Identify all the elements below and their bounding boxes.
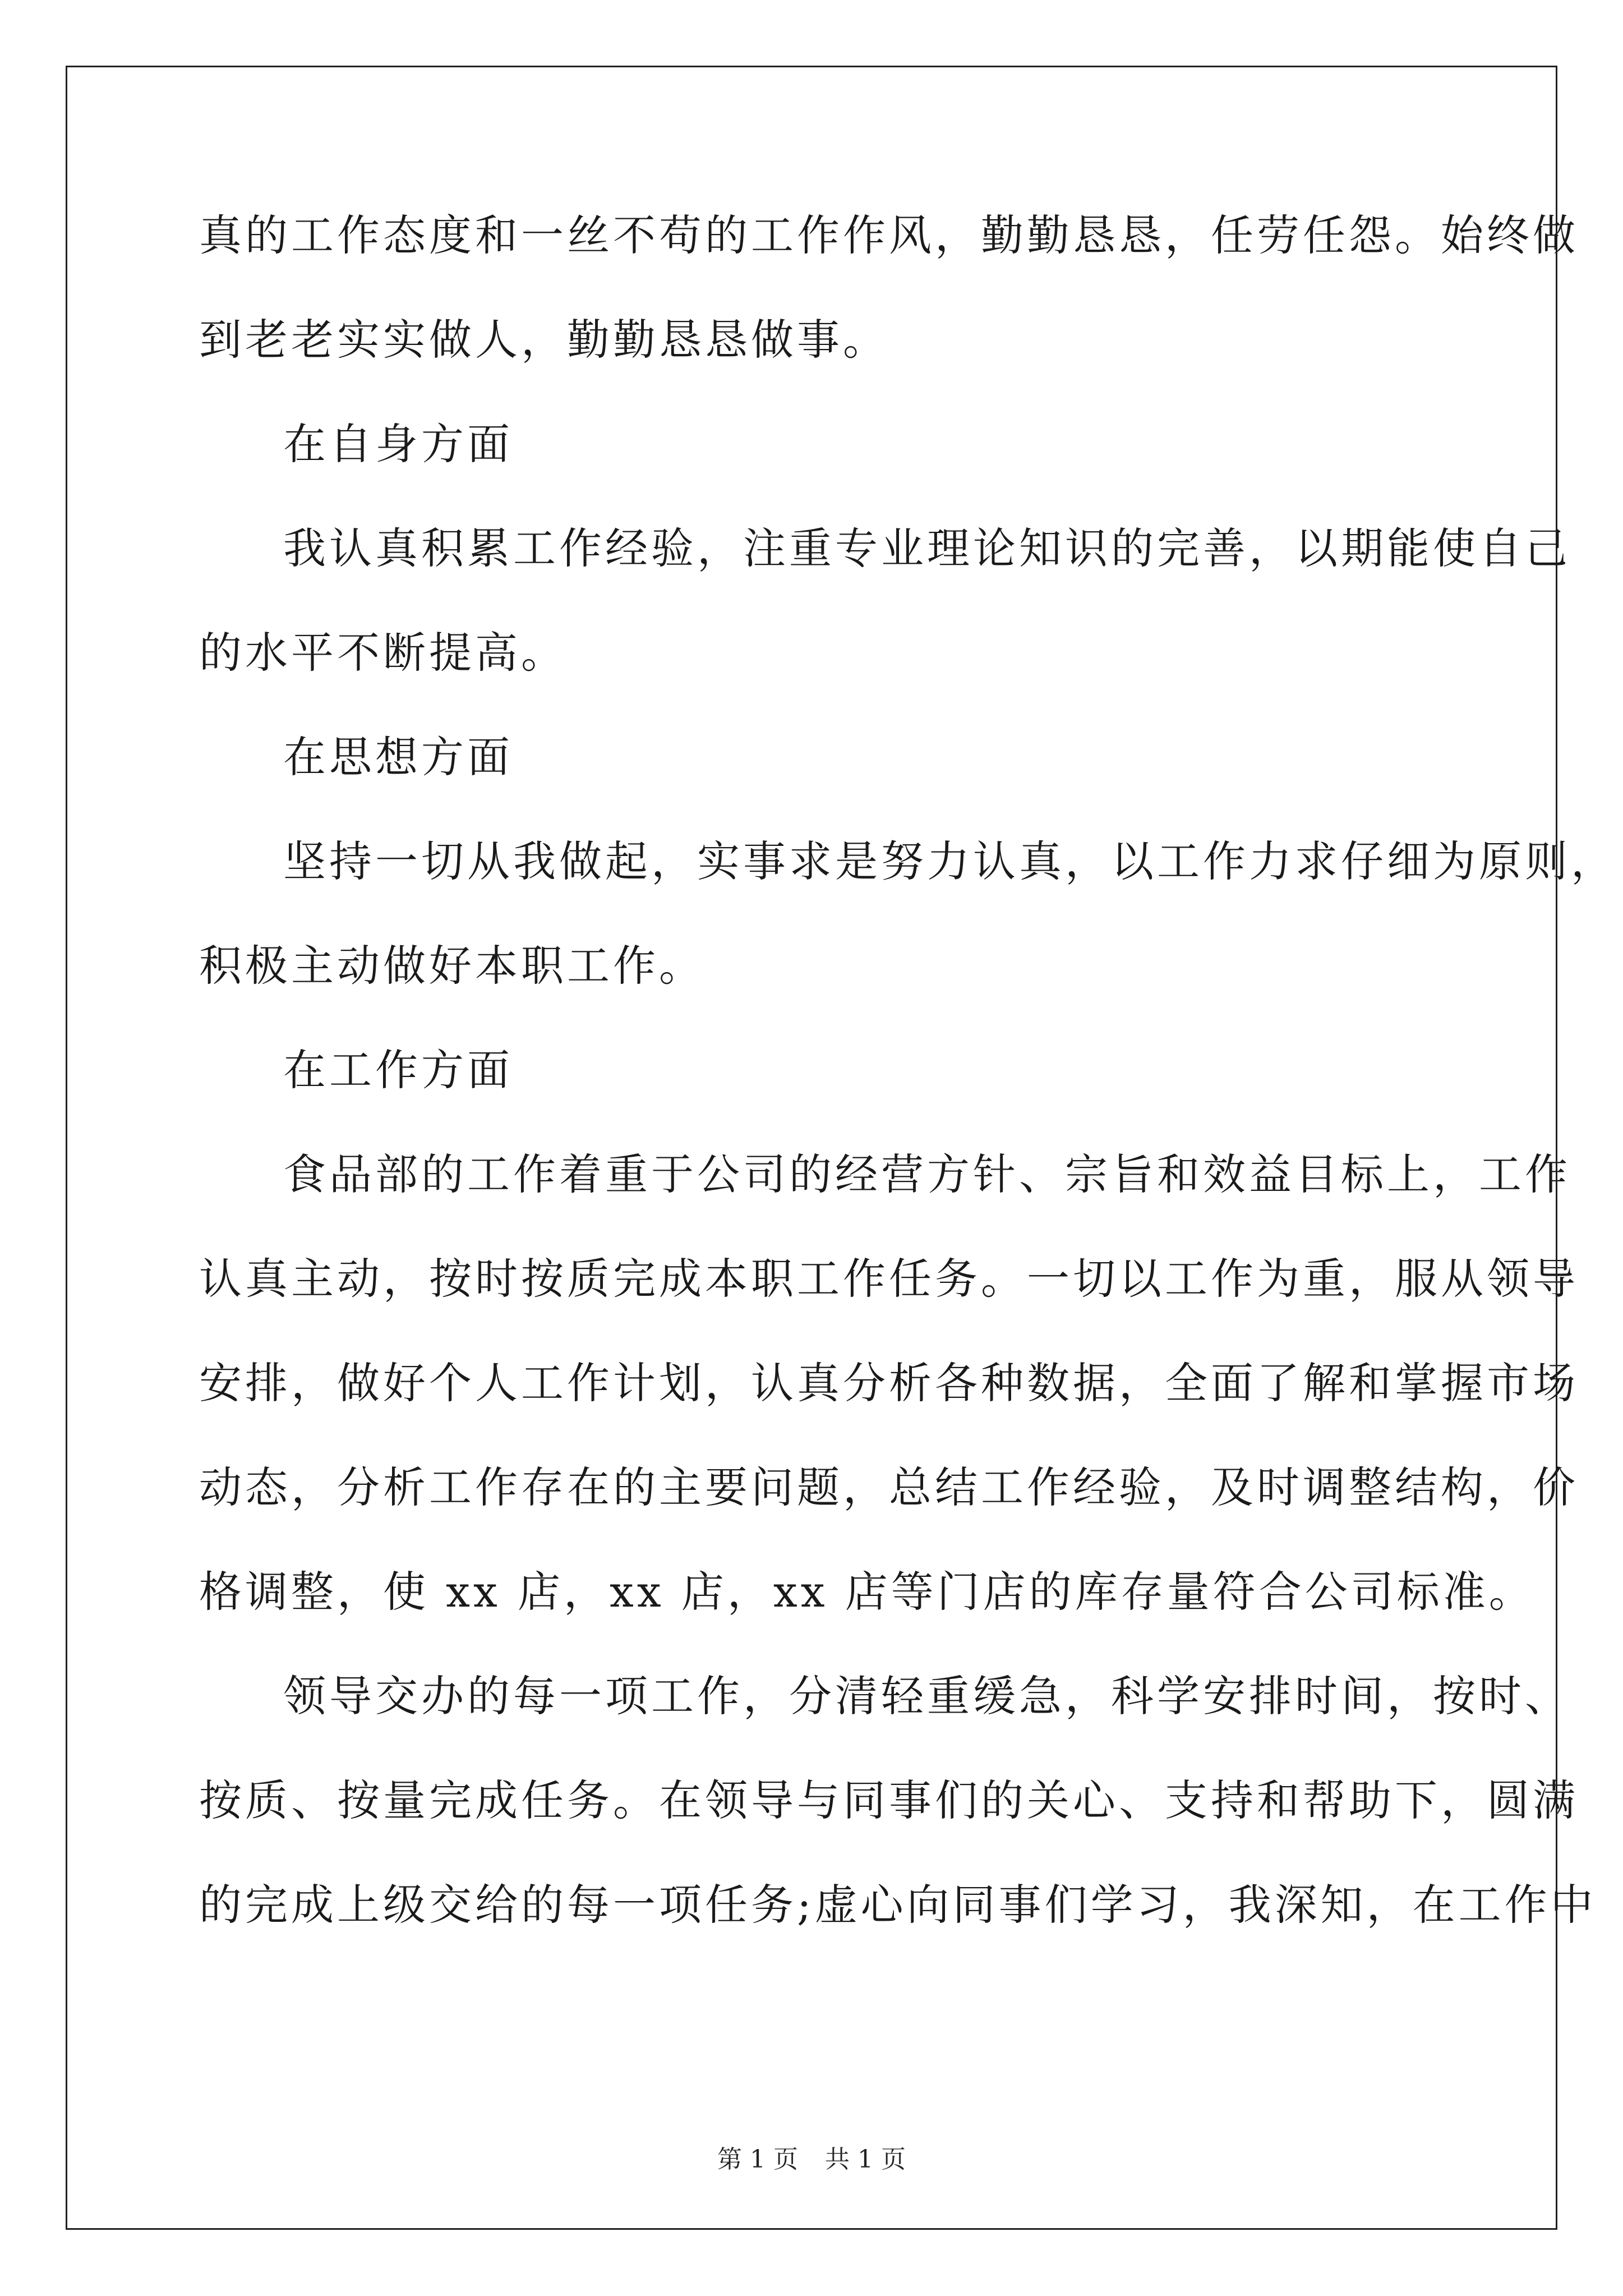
text-line: 的完成上级交给的每一项任务;虚心向同事们学习，我深知，在工作中 [199,1880,1597,1930]
text-line: 按质、按量完成任务。在领导与同事们的关心、支持和帮助下，圆满 [199,1775,1579,1825]
text-line: 认真主动，按时按质完成本职工作任务。一切以工作为重，服从领导 [199,1254,1579,1304]
text-line: 的水平不断提高。 [199,628,567,678]
paragraph-start: 领导交办的每一项工作，分清轻重缓急，科学安排时间，按时、 [283,1671,1571,1721]
page-number: 第 1 页 [717,2145,798,2174]
paragraph-start: 食品部的工作着重于公司的经营方针、宗旨和效益目标上，工作 [283,1149,1571,1199]
section-heading: 在思想方面 [283,732,513,782]
text-line: 安排，做好个人工作计划，认真分析各种数据，全面了解和掌握市场 [199,1358,1579,1408]
text-line: 真的工作态度和一丝不苟的工作作风，勤勤恳恳，任劳任怨。始终做 [199,210,1579,260]
page-total: 共 1 页 [825,2145,906,2174]
section-heading: 在工作方面 [283,1045,513,1095]
paragraph-start: 坚持一切从我做起，实事求是努力认真，以工作力求仔细为原则， [283,836,1617,886]
text-line: 动态，分析工作存在的主要问题，总结工作经验，及时调整结构，价 [199,1462,1579,1512]
text-line: 到老老实实做人，勤勤恳恳做事。 [199,315,889,365]
text-line: 格调整，使 xx 店，xx 店，xx 店等门店的库存量符合公司标准。 [199,1567,1535,1617]
paragraph-start: 我认真积累工作经验，注重专业理论知识的完善，以期能使自己 [283,523,1571,573]
page-footer [0,2143,1623,2177]
section-heading: 在自身方面 [283,419,513,469]
text-line: 积极主动做好本职工作。 [199,941,705,991]
